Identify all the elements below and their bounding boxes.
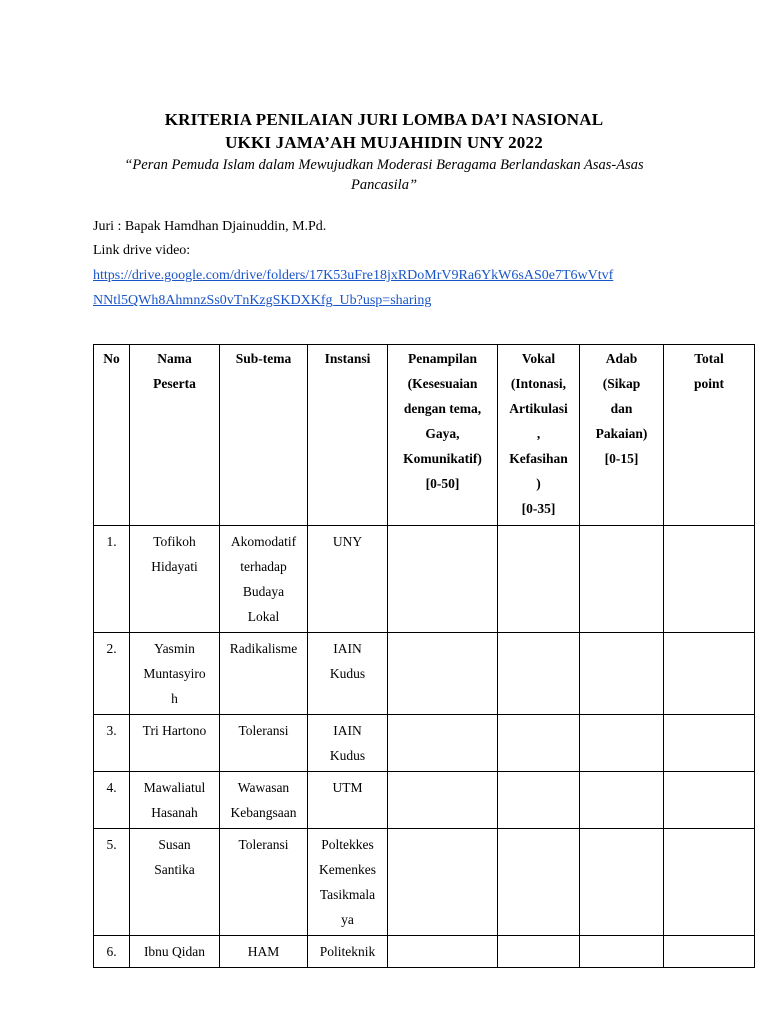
cell-instansi: UTM [308,772,388,829]
cell-adab[interactable] [580,936,664,968]
table-row [94,772,755,829]
cell-no: 1. [94,526,130,633]
cell-penampilan[interactable] [388,936,498,968]
cell-penampilan[interactable] [388,772,498,829]
cell-total[interactable] [664,772,755,829]
cell-adab[interactable] [580,526,664,633]
header-instansi: Instansi [308,345,388,526]
cell-nama: Ibnu Qidan [130,936,220,968]
cell-instansi: IAIN Kudus [308,633,388,715]
header-vokal: Vokal (Intonasi, Artikulasi , Kefasihan ) [0-35] [498,345,580,526]
table-row [94,715,755,772]
document-subtitle-org: UKKI JAMA’AH MUJAHIDIN UNY 2022 [225,133,543,152]
cell-subtema: Toleransi [220,715,308,772]
cell-subtema: Akomodatif terhadap Budaya Lokal [220,526,308,633]
cell-subtema: Toleransi [220,829,308,936]
cell-instansi: UNY [308,526,388,633]
cell-no: 6. [94,936,130,968]
cell-total[interactable] [664,829,755,936]
table-row [94,829,755,936]
cell-nama: Yasmin Muntasyiro h [130,633,220,715]
cell-adab[interactable] [580,829,664,936]
cell-subtema: Wawasan Kebangsaan [220,772,308,829]
header-nama: Nama Peserta [130,345,220,526]
cell-nama: Tofikoh Hidayati [130,526,220,633]
cell-instansi: Poltekkes Kemenkes Tasikmala ya [308,829,388,936]
table-row [94,526,755,633]
document-theme: “Peran Pemuda Islam dalam Mewujudkan Moderasi Beragama Berlandaskan Asas-Asas Pancasila” [124,157,644,193]
cell-adab[interactable] [580,715,664,772]
cell-vokal[interactable] [498,829,580,936]
cell-penampilan[interactable] [388,829,498,936]
cell-vokal[interactable] [498,526,580,633]
cell-nama: Susan Santika [130,829,220,936]
header-adab: Adab (Sikap dan Pakaian) [0-15] [580,345,664,526]
table-header-row [94,345,755,526]
cell-no: 3. [94,715,130,772]
cell-no: 2. [94,633,130,715]
document-title: KRITERIA PENILAIAN JURI LOMBA DA’I NASIONAL [164,110,604,129]
cell-nama: Mawaliatul Hasanah [130,772,220,829]
cell-vokal[interactable] [498,936,580,968]
cell-total[interactable] [664,526,755,633]
cell-subtema: HAM [220,936,308,968]
drive-link-line-1[interactable]: https://drive.google.com/drive/folders/17K53uFre18jxRDoMrV9Ra6YkW6sAS0e7T6wVtvf [93,268,614,283]
cell-total[interactable] [664,633,755,715]
cell-penampilan[interactable] [388,715,498,772]
cell-penampilan[interactable] [388,633,498,715]
cell-instansi: IAIN Kudus [308,715,388,772]
header-no: No [94,345,130,526]
header-subtema: Sub-tema [220,345,308,526]
cell-vokal[interactable] [498,633,580,715]
jury-name: Juri : Bapak Hamdhan Djainuddin, M.Pd. [93,219,327,234]
table-row [94,936,755,968]
header-penampilan: Penampilan (Kesesuaian dengan tema, Gaya, Komunikatif) [0-50] [388,345,498,526]
cell-subtema: Radikalisme [220,633,308,715]
cell-total[interactable] [664,936,755,968]
header-total: Total point [664,345,755,526]
scoring-table [93,344,755,968]
cell-adab[interactable] [580,633,664,715]
cell-penampilan[interactable] [388,526,498,633]
link-label: Link drive video: [93,243,191,258]
table-row [94,633,755,715]
cell-nama: Tri Hartono [130,715,220,772]
cell-no: 5. [94,829,130,936]
cell-adab[interactable] [580,772,664,829]
cell-vokal[interactable] [498,715,580,772]
cell-vokal[interactable] [498,772,580,829]
cell-instansi: Politeknik [308,936,388,968]
drive-link-line-2[interactable]: NNtl5QWh8AhmnzSs0vTnKzgSKDXKfg_Ub?usp=sharing [93,293,432,308]
cell-total[interactable] [664,715,755,772]
cell-no: 4. [94,772,130,829]
